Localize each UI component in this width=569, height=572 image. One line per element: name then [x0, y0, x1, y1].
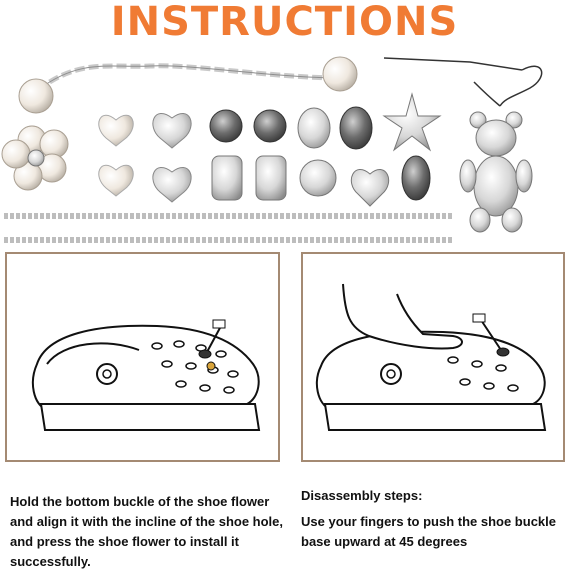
clog-remove-drawing: [303, 254, 563, 460]
install-caption: Hold the bottom buckle of the shoe flower and align it with the incline of the shoe hole, and press the shoe flower to install it successfully.: [10, 494, 284, 569]
octagon-crystal: [212, 156, 286, 200]
pearl-chain: [19, 57, 357, 113]
disassembly-caption: Use your fingers to push the shoe buckle base upward at 45 degrees: [301, 514, 556, 549]
disassembly-caption-block: [301, 486, 566, 552]
rhinestone-strip: [4, 216, 452, 240]
star-flower: [384, 94, 440, 150]
heart-charm: [99, 115, 133, 196]
lanyard: [384, 58, 542, 106]
page-title: INSTRUCTIONS: [110, 0, 459, 45]
disassembly-heading: Disassembly steps:: [301, 488, 423, 503]
install-illustration-panel: [5, 252, 280, 462]
crystal-heart: [153, 113, 191, 202]
disassembly-illustration-panel: [301, 252, 565, 462]
clog-install-drawing: [7, 254, 278, 460]
bear-charm: [460, 112, 532, 232]
product-showcase: [0, 48, 569, 248]
pearl-flower: [2, 126, 68, 190]
